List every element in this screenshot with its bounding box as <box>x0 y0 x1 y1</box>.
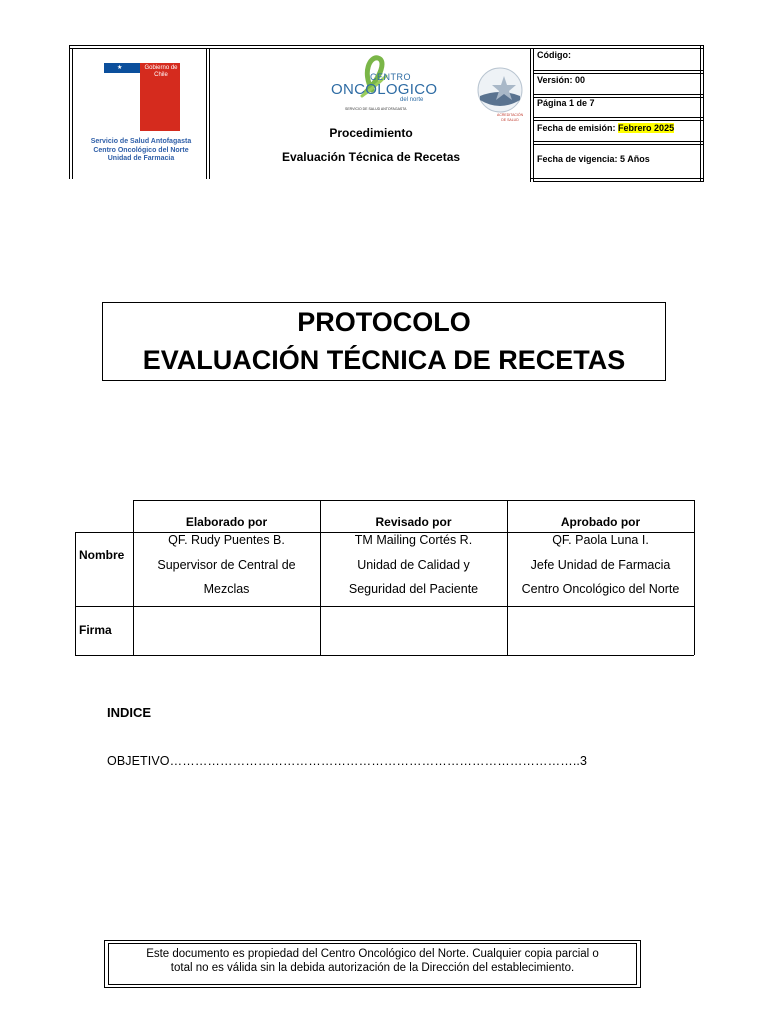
meta-line <box>533 73 704 74</box>
meta-line <box>533 181 704 182</box>
col-header-elaborado: Elaborado por <box>185 515 268 529</box>
table-line <box>75 606 694 607</box>
footer-line: Este documento es propiedad del Centro Oncológico del Norte. Cualquier copia parcial o <box>146 948 599 960</box>
header-top-border-inner <box>69 48 704 49</box>
service-text <box>78 138 204 164</box>
meta-line <box>533 120 704 121</box>
revisado-line: Unidad de Calidad y <box>357 557 470 572</box>
service-line: Servicio de Salud Antofagasta <box>90 138 192 145</box>
aprobado-line: Centro Oncológico del Norte <box>521 582 680 596</box>
index-entry-objetivo[interactable] <box>107 754 587 768</box>
emision-value: Febrero 2025 <box>618 123 675 133</box>
logo-oncologico: ONCOLOGICO <box>331 81 438 98</box>
elaborado-line: Supervisor de Central de <box>157 557 296 572</box>
table-line <box>75 655 694 656</box>
title-line-1: PROTOCOLO <box>297 307 471 337</box>
elaborado-line: Mezclas <box>203 582 250 596</box>
row-label-nombre: Nombre <box>79 548 125 562</box>
index-entry-page: 3 <box>579 754 588 768</box>
accreditation-text: ACREDITACIÓN DE SALUD <box>497 113 524 122</box>
header-right-border-inner <box>700 45 701 182</box>
accreditation-logo-icon <box>476 66 524 114</box>
meta-pagina: Página 1 de 7 <box>537 98 595 108</box>
star-icon: ★ <box>117 65 123 71</box>
header-left-border-inner <box>72 48 73 179</box>
revisado-cell <box>320 528 507 602</box>
meta-line <box>533 141 704 142</box>
meta-emision <box>537 123 697 133</box>
table-line <box>133 500 694 501</box>
index-heading: INDICE <box>107 705 152 720</box>
gov-logo-white <box>104 73 140 131</box>
header-divider <box>206 48 207 179</box>
logo-centro: CENTRO <box>370 72 411 82</box>
footer-line: total no es válida sin la debida autorización de la Dirección del establecimiento. <box>170 962 575 974</box>
meta-vigencia: Fecha de vigencia: 5 Años <box>537 154 650 164</box>
footer-notice <box>112 947 633 975</box>
service-line: Unidad de Farmacia <box>107 155 175 162</box>
aprobado-line: Jefe Unidad de Farmacia <box>530 557 671 572</box>
logo-del-norte: del norte <box>400 97 424 103</box>
table-line <box>75 532 76 655</box>
col-header-revisado: Revisado por <box>375 515 452 529</box>
gov-logo-text: Gobierno de Chile <box>144 65 178 78</box>
logo-tagline: SERVICIO DE SALUD ANTOFAGASTA <box>345 107 407 111</box>
meta-line <box>533 117 704 118</box>
revisado-line: Seguridad del Paciente <box>348 582 479 596</box>
aprobado-cell <box>507 528 694 602</box>
table-line <box>694 500 695 655</box>
meta-divider-inner <box>533 48 534 182</box>
meta-codigo: Código: <box>537 50 571 60</box>
title-line-2: EVALUACIÓN TÉCNICA DE RECETAS <box>142 345 626 375</box>
col-header-aprobado: Aprobado por <box>560 515 641 529</box>
emision-label: Fecha de emisión: <box>537 123 616 133</box>
elaborado-cell <box>133 528 320 602</box>
procedure-label: Procedimiento <box>329 126 413 140</box>
header-right-border <box>703 45 704 182</box>
meta-version: Versión: 00 <box>537 75 586 85</box>
meta-line <box>533 144 704 145</box>
meta-line <box>533 70 704 71</box>
header-left-border <box>69 45 70 179</box>
procedure-name: Evaluación Técnica de Recetas <box>281 150 461 164</box>
service-line: Centro Oncológico del Norte <box>93 146 189 154</box>
meta-line <box>533 94 704 95</box>
aprobado-line: QF. Paola Luna I. <box>552 533 649 547</box>
revisado-line: TM Mailing Cortés R. <box>354 533 473 547</box>
index-entry-label: OBJETIVO <box>107 754 170 768</box>
meta-line <box>530 178 704 179</box>
elaborado-line: QF. Rudy Puentes B. <box>168 533 285 547</box>
row-label-firma: Firma <box>79 623 112 637</box>
index-entry-dots: …………………………………………………………………………………….. <box>169 754 580 768</box>
header-top-border <box>69 45 704 46</box>
